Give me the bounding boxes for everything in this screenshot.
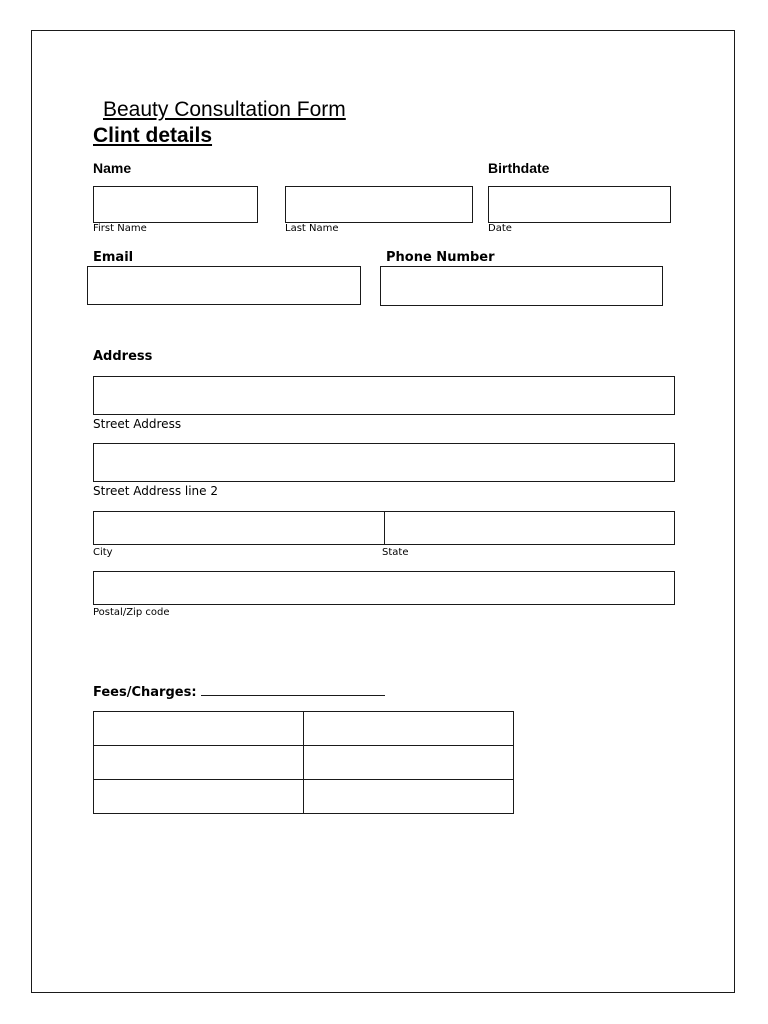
first-name-field[interactable] — [93, 186, 258, 223]
fees-table — [93, 711, 514, 814]
street-address-field[interactable] — [93, 376, 675, 415]
table-row — [94, 780, 514, 814]
table-cell[interactable] — [304, 746, 514, 780]
phone-number-label: Phone Number — [386, 250, 495, 265]
table-row — [94, 712, 514, 746]
birthdate-field[interactable] — [488, 186, 671, 223]
date-label: Date — [488, 223, 512, 234]
state-label: State — [382, 547, 409, 558]
first-name-label: First Name — [93, 223, 147, 234]
table-cell[interactable] — [94, 746, 304, 780]
email-label: Email — [93, 250, 134, 265]
last-name-label: Last Name — [285, 223, 339, 234]
table-row — [94, 746, 514, 780]
phone-number-field[interactable] — [380, 266, 663, 306]
last-name-field[interactable] — [285, 186, 473, 223]
table-cell[interactable] — [304, 712, 514, 746]
section-title-client-details: Clint details — [93, 124, 213, 147]
fees-charges-row — [93, 684, 385, 700]
postal-code-field[interactable] — [93, 571, 675, 605]
street-address-line2-field[interactable] — [93, 443, 675, 482]
form-title: Beauty Consultation Form — [103, 98, 346, 121]
state-field[interactable] — [384, 512, 675, 544]
table-cell[interactable] — [94, 780, 304, 814]
city-field[interactable] — [94, 512, 384, 544]
email-field[interactable] — [87, 266, 361, 305]
street-address-label: Street Address — [93, 417, 182, 431]
birthdate-label: Birthdate — [488, 160, 550, 176]
address-label: Address — [93, 349, 153, 364]
city-label: City — [93, 547, 113, 558]
name-label: Name — [93, 160, 132, 176]
street-address-line2-label: Street Address line 2 — [93, 484, 218, 498]
table-cell[interactable] — [304, 780, 514, 814]
postal-code-label: Postal/Zip code — [93, 607, 170, 618]
city-state-row — [93, 511, 675, 545]
fees-charges-input-line[interactable] — [201, 684, 385, 696]
table-cell[interactable] — [94, 712, 304, 746]
fees-charges-label: Fees/Charges: — [93, 685, 197, 700]
